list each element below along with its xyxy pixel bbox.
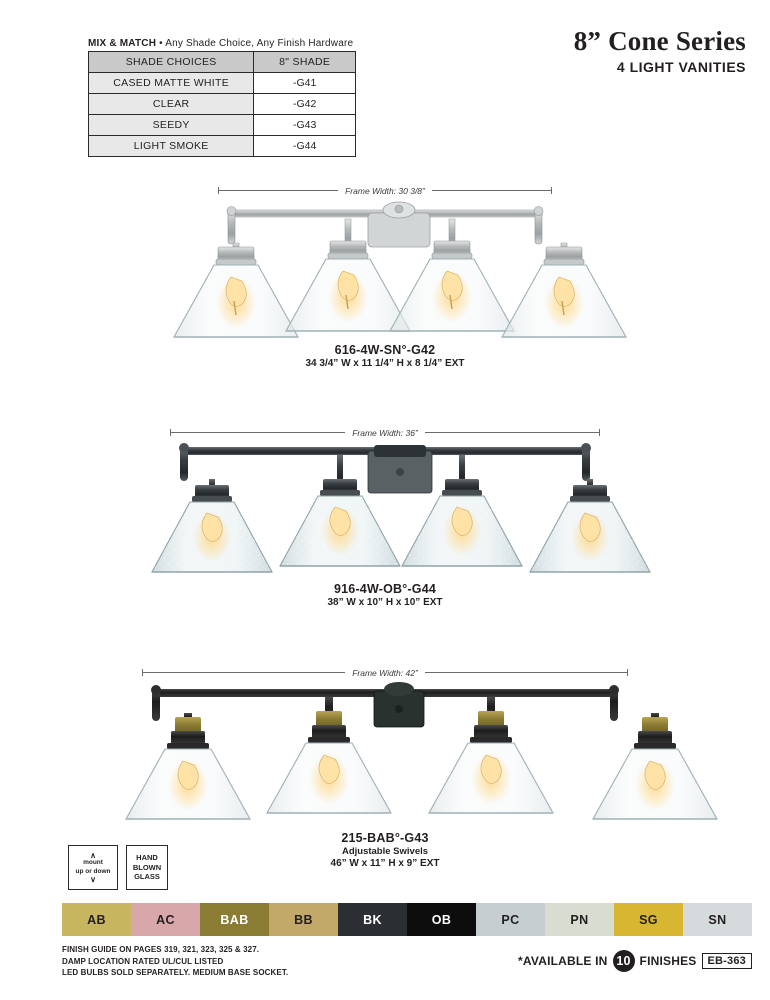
finish-code: PN (570, 912, 589, 927)
shade-name: CLEAR (89, 94, 254, 115)
column-header-shade-size: 8" SHADE (254, 52, 356, 73)
series-subtitle: 4 LIGHT VANITIES (616, 59, 746, 75)
finish-code: OB (431, 912, 452, 927)
shade-name: CASED MATTE WHITE (89, 73, 254, 94)
footer-notes (62, 944, 288, 979)
series-name: 8” Cone Series (573, 26, 746, 56)
shade-code: -G42 (254, 94, 356, 115)
product-subtitle: Adjustable Swivels (341, 846, 429, 857)
mount-up-or-down-badge (68, 845, 118, 890)
finish-code: BAB (220, 912, 249, 927)
table-row (89, 136, 356, 157)
finish-code: AC (156, 912, 175, 927)
footer-line-2: DAMP LOCATION RATED UL/CUL LISTED (62, 956, 224, 966)
frame-width-label: Frame Width: 30 3/8” (338, 186, 432, 196)
available-suffix: FINISHES (639, 954, 697, 968)
page-code: EB-363 (702, 953, 753, 969)
table-row (89, 73, 356, 94)
mix-and-match-bold: MIX & MATCH (88, 38, 157, 49)
finish-count-badge: 10 (613, 950, 635, 972)
table-header-row (89, 52, 356, 73)
finish-swatch-bk[interactable] (338, 903, 407, 936)
finish-swatch-pc[interactable] (476, 903, 545, 936)
frame-width-label: Frame Width: 36” (345, 428, 425, 438)
table-row (89, 94, 356, 115)
product-caption-2 (0, 582, 770, 608)
product-dimensions: 38” W x 10” H x 10” EXT (327, 597, 443, 608)
shade-code: -G41 (254, 73, 356, 94)
shade-choices-table (88, 51, 356, 157)
finish-code: BB (294, 912, 313, 927)
product-sku: 215-BAB°-G43 (341, 831, 429, 845)
footer-line-3: LED BULBS SOLD SEPARATELY. MEDIUM BASE SOCKET. (62, 968, 289, 978)
finish-code: PC (501, 912, 520, 927)
product-caption-1 (0, 343, 770, 369)
footer-line-1: FINISH GUIDE ON PAGES 319, 321, 323, 325 & 327. (62, 945, 260, 954)
finish-swatch-bar (62, 903, 752, 936)
page-header (0, 0, 770, 170)
shade-name: SEEDY (89, 115, 254, 136)
product-sku: 616-4W-SN°-G42 (334, 343, 436, 357)
column-header-shade-choices: SHADE CHOICES (89, 52, 254, 73)
finish-code: SN (708, 912, 727, 927)
available-prefix: *AVAILABLE IN (518, 954, 608, 968)
finish-swatch-ob[interactable] (407, 903, 476, 936)
mount-label-top: mount (83, 859, 103, 867)
finish-swatch-ab[interactable] (62, 903, 131, 936)
hand-blown-glass-badge (126, 845, 168, 890)
frame-width-label: Frame Width: 42” (345, 668, 425, 678)
mount-label-bottom: up or down (75, 867, 111, 875)
badge-group (68, 845, 168, 890)
finish-swatch-bb[interactable] (269, 903, 338, 936)
finish-code: SG (639, 912, 658, 927)
mix-and-match-title (88, 38, 353, 49)
shade-code: -G44 (254, 136, 356, 157)
hand-blown-line-1: HAND (136, 852, 158, 862)
chevron-down-icon: ∨ (90, 874, 96, 884)
finish-swatch-sn[interactable] (683, 903, 752, 936)
chevron-up-icon: ∧ (90, 851, 96, 861)
mix-and-match-rest: • Any Shade Choice, Any Finish Hardware (159, 38, 354, 49)
finish-swatch-bab[interactable] (200, 903, 269, 936)
product-dimensions: 46” W x 11” H x 9” EXT (330, 858, 440, 869)
available-finishes (518, 950, 752, 972)
page-title (574, 26, 746, 75)
table-row (89, 115, 356, 136)
hand-blown-line-2: BLOWN (132, 862, 162, 872)
product-sku: 916-4W-OB°-G44 (333, 582, 437, 596)
finish-swatch-ac[interactable] (131, 903, 200, 936)
shade-name: LIGHT SMOKE (89, 136, 254, 157)
finish-swatch-pn[interactable] (545, 903, 614, 936)
finish-code: AB (87, 912, 106, 927)
finish-code: BK (363, 912, 382, 927)
shade-code: -G43 (254, 115, 356, 136)
hand-blown-line-3: GLASS (134, 872, 160, 882)
finish-swatch-sg[interactable] (614, 903, 683, 936)
product-dimensions: 34 3/4” W x 11 1/4” H x 8 1/4” EXT (305, 358, 465, 369)
